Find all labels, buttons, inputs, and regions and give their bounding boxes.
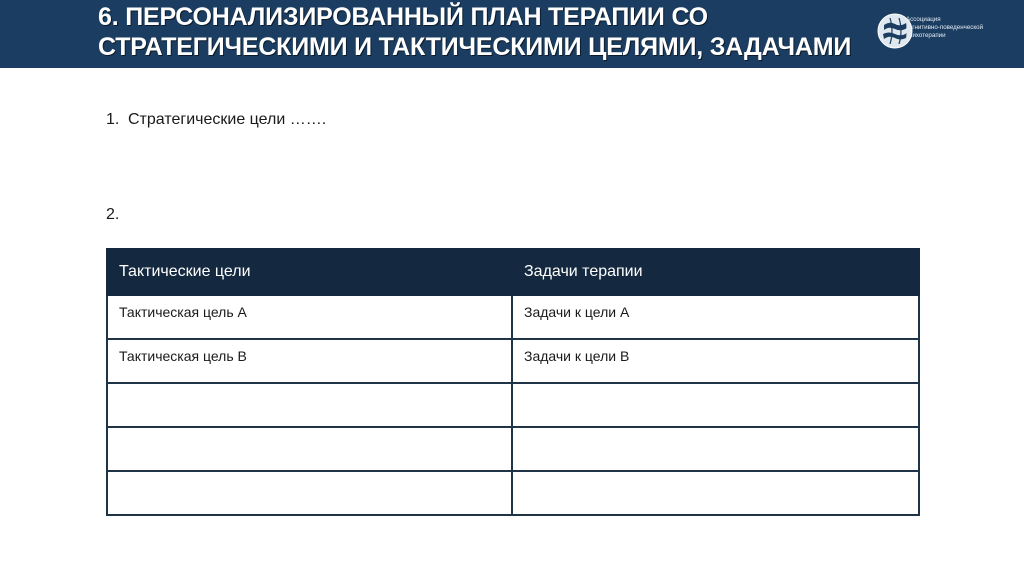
table-cell: [107, 471, 512, 515]
table-cell: Тактическая цель А: [107, 295, 512, 339]
table-cell: Задачи к цели А: [512, 295, 919, 339]
table-cell: [107, 383, 512, 427]
table-row: [107, 295, 919, 339]
column-header-tactical-goals: Тактические цели: [107, 249, 512, 295]
header-bar: [0, 0, 1024, 68]
table-cell: Задачи к цели В: [512, 339, 919, 383]
table-cell: [512, 427, 919, 471]
list-item-strategic-goals: [106, 110, 326, 130]
slide-title-line-2: СТРАТЕГИЧЕСКИМИ И ТАКТИЧЕСКИМИ ЦЕЛЯМИ, ЗАДАЧАМИ: [98, 33, 852, 61]
therapy-plan-table: [106, 248, 920, 516]
list-item-number: 1.: [106, 111, 120, 128]
column-header-therapy-tasks: Задачи терапии: [512, 249, 919, 295]
table-header-row: [107, 249, 919, 295]
list-item-text: Стратегические цели …….: [128, 111, 327, 128]
list-item-number: 2.: [106, 206, 120, 223]
logo-caption-line-1: Ассоциация: [906, 16, 941, 23]
slide-title-line-1: 6. ПЕРСОНАЛИЗИРОВАННЫЙ ПЛАН ТЕРАПИИ СО: [98, 3, 708, 31]
table-cell: [512, 383, 919, 427]
logo-caption-line-3: психотерапии: [906, 32, 946, 39]
association-logo: [876, 10, 1016, 54]
table-cell: [512, 471, 919, 515]
slide-title: [98, 2, 878, 62]
logo-caption-line-2: когнитивно-поведенческой: [906, 24, 984, 31]
table-cell: Тактическая цель В: [107, 339, 512, 383]
table-row: [107, 471, 919, 515]
logo-caption: [906, 16, 1018, 40]
table-cell: [107, 427, 512, 471]
list-item-tactical: [106, 205, 128, 225]
table-row: [107, 427, 919, 471]
table-row: [107, 339, 919, 383]
table-row: [107, 383, 919, 427]
